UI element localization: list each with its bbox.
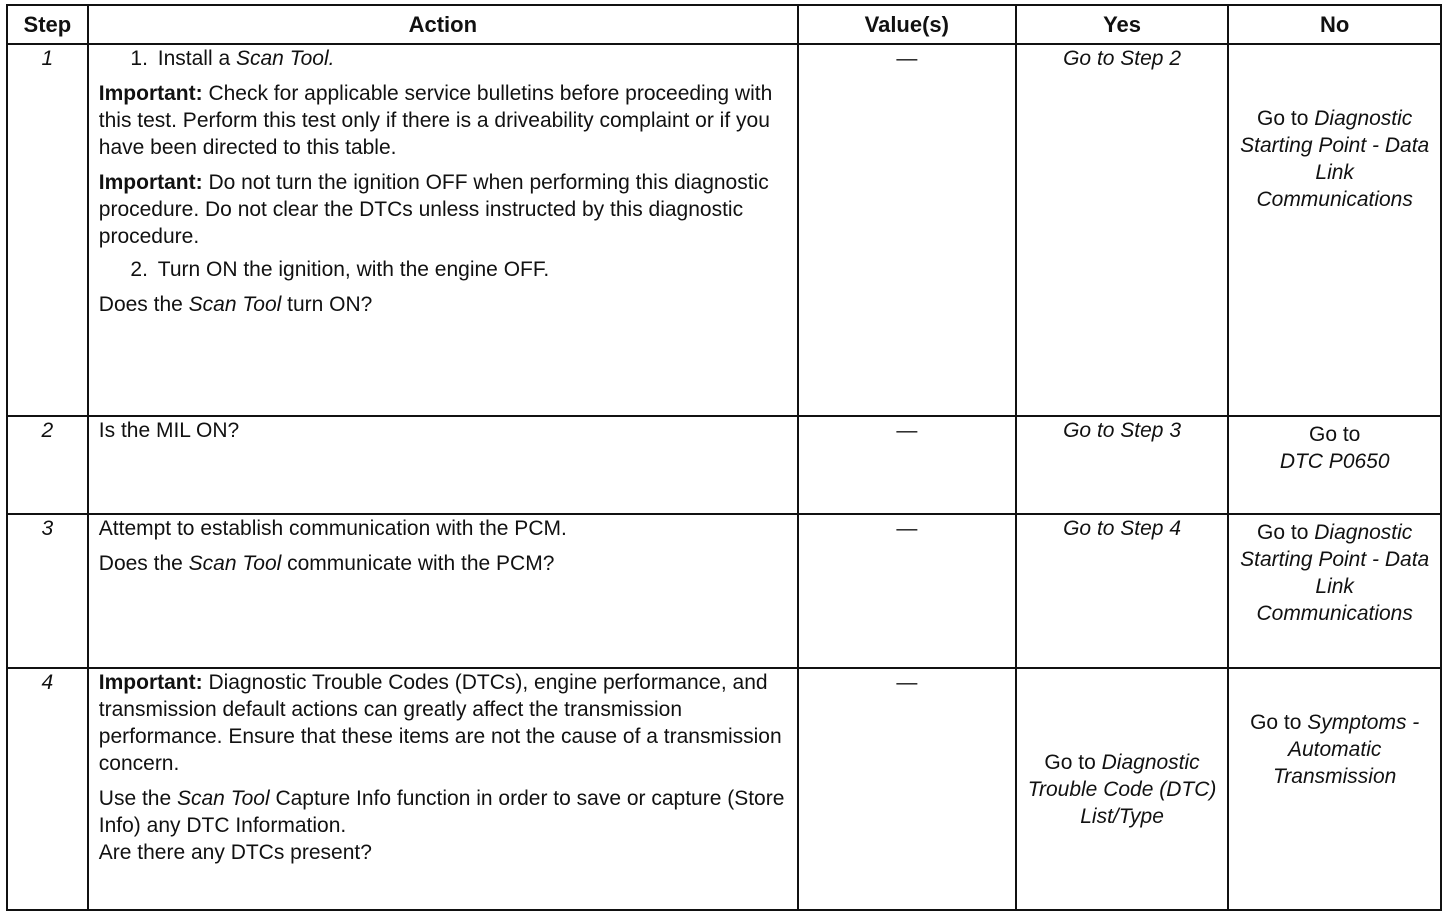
no-cell: Go to Diagnostic Starting Point - Data Link Communications [1228, 514, 1441, 668]
action-list [99, 45, 787, 72]
table-row [7, 44, 1441, 416]
header-yes: Yes [1016, 5, 1229, 44]
question: Are there any DTCs present? [98, 841, 372, 864]
action-cell [88, 44, 798, 416]
step-number: 2 [7, 416, 88, 514]
no-cell: Go to Symptoms - Automatic Transmission [1228, 668, 1441, 910]
header-step: Step [7, 5, 88, 44]
table-row [7, 668, 1441, 910]
value-cell: — [798, 416, 1016, 514]
question: Does the Scan Tool communicate with the PCM? [98, 552, 555, 575]
diagnostic-table [6, 4, 1442, 911]
action-list [99, 256, 787, 283]
action-cell: Is the MIL ON? [88, 416, 798, 514]
step-number: 3 [7, 514, 88, 668]
value-cell: — [798, 514, 1016, 668]
value-cell: — [798, 44, 1016, 416]
yes-cell: Go to Step 3 [1016, 416, 1229, 514]
table-row [7, 514, 1441, 668]
yes-cell: Go to Step 4 [1016, 514, 1229, 668]
no-cell: Go to DTC P0650 [1228, 416, 1441, 514]
action-cell: Important: Diagnostic Trouble Codes (DTCs), engine performance, and transmission default actions can greatly affect the transmission performance. Ensure that these items are not the cause of a transmission concern. Use the Scan Tool Capture Info function in order to save or capture (Store Info) any DTC Information. Are there any DTCs present? [88, 668, 798, 910]
step-number: 4 [7, 668, 88, 910]
header-action: Action [88, 5, 798, 44]
important-note: Important: Check for applicable service bulletins before proceeding with this test. Perform this test only if there is a driveability complaint or if you have been directed to this table. [98, 82, 773, 159]
important-note: Important: Do not turn the ignition OFF when performing this diagnostic procedure. Do not clear the DTCs unless instructed by this diagnostic procedure. [98, 171, 769, 248]
list-item: 1. Install a Scan Tool. [154, 45, 787, 72]
step-number: 1 [7, 44, 88, 416]
no-cell: Go to Diagnostic Starting Point - Data Link Communications [1228, 44, 1441, 416]
question: Does the Scan Tool turn ON? [98, 293, 373, 316]
header-row [7, 5, 1441, 44]
yes-cell: Go to Diagnostic Trouble Code (DTC) List/Type [1016, 668, 1229, 910]
table-row [7, 416, 1441, 514]
header-values: Value(s) [798, 5, 1016, 44]
action-cell: Attempt to establish communication with the PCM. Does the Scan Tool communicate with the PCM? [88, 514, 798, 668]
list-item: 2. Turn ON the ignition, with the engine OFF. [154, 256, 787, 283]
yes-cell: Go to Step 2 [1016, 44, 1229, 416]
value-cell: — [798, 668, 1016, 910]
header-no: No [1228, 5, 1441, 44]
important-note: Important: Diagnostic Trouble Codes (DTCs), engine performance, and transmission default actions can greatly affect the transmission performance. Ensure that these items are not the cause of a transmission concern. [98, 671, 782, 775]
